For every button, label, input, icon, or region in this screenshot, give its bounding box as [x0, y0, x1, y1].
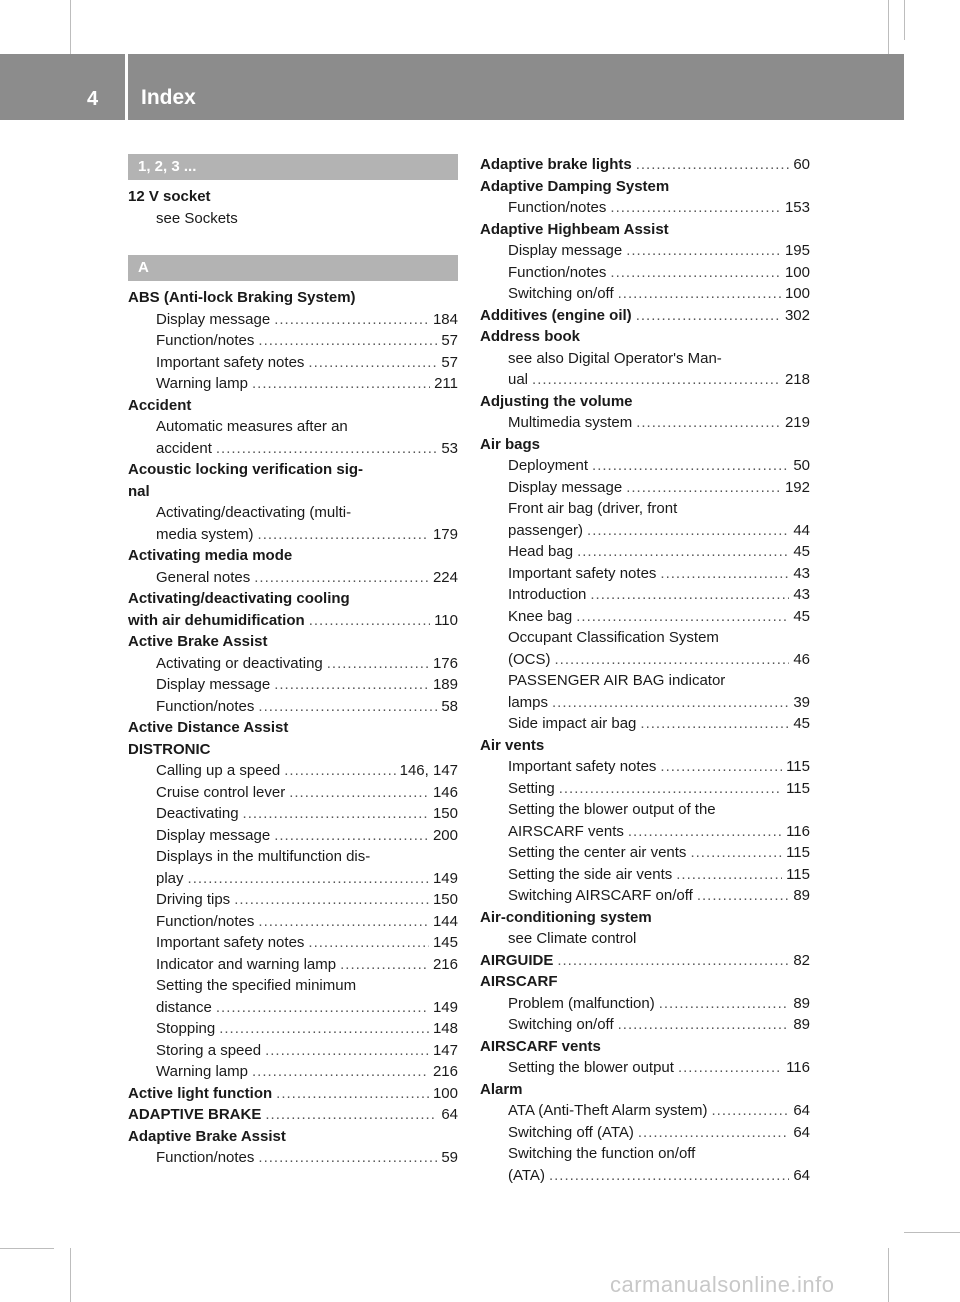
index-subentry-text: Occupant Classification System	[508, 629, 719, 646]
index-heading: Active Brake Assist	[128, 633, 268, 650]
entry-page-number: 195	[784, 242, 810, 259]
leader-dots	[592, 455, 789, 477]
entry-label: play	[156, 869, 184, 887]
entry-page-number: 150	[432, 805, 458, 822]
entry-page-number: 302	[784, 306, 810, 324]
entry-page-number: 145	[432, 934, 458, 951]
index-heading: Air vents	[480, 736, 545, 754]
entry-page-number: 39	[793, 693, 810, 711]
entry-label: with air dehumidification	[128, 611, 305, 629]
entry-page-number: 146, 147	[399, 762, 458, 779]
leader-dots	[289, 782, 429, 804]
index-heading: Activating/deactivating cooling	[128, 590, 350, 607]
leader-dots	[660, 563, 789, 585]
index-heading: Air bags	[480, 435, 541, 453]
leader-dots	[711, 1100, 789, 1122]
entry-page-number: 64	[793, 1102, 810, 1119]
leader-dots	[559, 778, 782, 800]
entry-label: Multimedia system	[508, 414, 633, 431]
entry-label: Important safety notes	[156, 934, 305, 951]
index-subentry	[128, 352, 458, 374]
entry-label: ual	[508, 371, 529, 388]
entry-page-number: 184	[432, 310, 458, 328]
index-heading: AIRSCARF	[480, 973, 558, 990]
entry-label: Function/notes	[508, 263, 607, 281]
index-subentry-text: Displays in the multifunction dis-	[156, 848, 371, 865]
entry-page-number: 43	[793, 564, 810, 582]
leader-dots	[309, 610, 430, 632]
index-subentry	[128, 567, 458, 589]
leader-dots	[265, 1104, 437, 1126]
index-subentry	[480, 885, 810, 907]
entry-label: Calling up a speed	[156, 762, 281, 779]
entry-page-number: 216	[432, 955, 458, 973]
leader-dots	[549, 1165, 789, 1187]
entry-label: Cruise control lever	[156, 783, 286, 801]
index-heading: AIRSCARF vents	[480, 1037, 601, 1055]
section-spacer	[128, 229, 458, 255]
entry-page-number: 89	[793, 1016, 810, 1033]
page-header-bar	[0, 54, 904, 120]
index-subentry	[128, 309, 458, 331]
entry-label: Setting the blower output	[508, 1059, 674, 1076]
index-subentry	[480, 240, 810, 262]
leader-dots	[258, 911, 429, 933]
index-subentry-text: see also Digital Operator's Man-	[508, 349, 722, 367]
index-subentry	[480, 1165, 810, 1187]
index-heading-entry	[480, 950, 810, 972]
entry-label: Display message	[156, 826, 271, 844]
index-subentry	[480, 606, 810, 628]
entry-page-number: 57	[441, 332, 458, 349]
index-heading-entry	[480, 305, 810, 327]
entry-page-number: 216	[432, 1063, 458, 1080]
leader-dots	[626, 240, 781, 262]
index-subentry	[128, 373, 458, 395]
index-subentry	[128, 803, 458, 825]
leader-dots	[626, 477, 781, 499]
entry-label: Setting the side air vents	[508, 865, 673, 883]
leader-dots	[258, 696, 437, 718]
entry-label: Important safety notes	[508, 564, 657, 582]
index-subentry	[480, 842, 810, 864]
index-subentry-text: Setting the specified minimum	[156, 977, 357, 994]
index-subentry	[480, 1014, 810, 1036]
entry-page-number: 116	[786, 822, 810, 840]
page-title: Index	[141, 86, 196, 109]
entry-page-number: 218	[784, 371, 810, 388]
index-subentry-text: see Sockets	[156, 209, 238, 227]
entry-label: Function/notes	[156, 1149, 255, 1166]
entry-page-number: 144	[432, 912, 458, 930]
entry-label: ATA (Anti-Theft Alarm system)	[508, 1102, 708, 1119]
entry-page-number: 43	[793, 586, 810, 603]
index-subentry	[480, 262, 810, 284]
index-heading: Adaptive Brake Assist	[128, 1127, 286, 1145]
crop-mark	[70, 0, 71, 54]
entry-page-number: 46	[793, 650, 810, 668]
entry-page-number: 100	[784, 263, 810, 281]
entry-label: distance	[156, 998, 212, 1016]
leader-dots	[636, 154, 790, 176]
leader-dots	[576, 606, 789, 628]
leader-dots	[638, 1122, 789, 1144]
index-heading: Adaptive Damping System	[480, 177, 670, 195]
index-subentry	[128, 997, 458, 1019]
entry-label: Setting the center air vents	[508, 844, 687, 861]
entry-page-number: 149	[432, 998, 458, 1016]
leader-dots	[254, 567, 429, 589]
index-heading-entry	[128, 1083, 458, 1105]
leader-dots	[659, 993, 790, 1015]
leader-dots	[243, 803, 429, 825]
index-subentry-text: Switching the function on/off	[508, 1145, 696, 1162]
index-heading: Active Distance Assist	[128, 719, 289, 736]
entry-label: Function/notes	[156, 697, 255, 715]
entry-label: Deployment	[508, 457, 589, 474]
index-subentry	[128, 932, 458, 954]
entry-label: Head bag	[508, 543, 574, 560]
index-subentry	[128, 825, 458, 847]
leader-dots	[276, 1083, 429, 1105]
entry-label: Additives (engine oil)	[480, 306, 632, 324]
entry-page-number: 59	[441, 1149, 458, 1166]
leader-dots	[676, 864, 782, 886]
index-heading-entry	[128, 610, 458, 632]
entry-page-number: 219	[784, 414, 810, 431]
entry-label: Deactivating	[156, 805, 239, 822]
watermark: carmanualsonline.info	[610, 1272, 835, 1297]
entry-page-number: 89	[793, 994, 810, 1012]
index-subentry	[480, 584, 810, 606]
index-subentry-text: PASSENGER AIR BAG indicator	[508, 672, 726, 689]
index-subentry	[480, 477, 810, 499]
entry-label: Display message	[508, 242, 623, 259]
index-heading-entry	[128, 1104, 458, 1126]
leader-dots	[252, 1061, 429, 1083]
entry-page-number: 110	[434, 611, 458, 629]
index-subentry	[480, 283, 810, 305]
leader-dots	[216, 438, 437, 460]
index-subentry	[128, 1147, 458, 1169]
leader-dots	[555, 649, 790, 671]
entry-label: Switching on/off	[508, 285, 614, 302]
entry-label: Stopping	[156, 1020, 216, 1037]
index-subentry-text: Activating/deactivating (multi-	[156, 504, 352, 521]
leader-dots	[274, 309, 429, 331]
entry-page-number: 57	[441, 353, 458, 371]
entry-label: Function/notes	[156, 912, 255, 930]
leader-dots	[577, 541, 789, 563]
entry-page-number: 82	[793, 951, 810, 969]
entry-label: Function/notes	[156, 332, 255, 349]
header-divider	[125, 54, 128, 120]
section-header: 1, 2, 3 ...	[128, 154, 458, 180]
entry-label: Activating or deactivating	[156, 654, 323, 672]
entry-page-number: 147	[432, 1041, 458, 1059]
index-subentry	[480, 455, 810, 477]
leader-dots	[308, 932, 429, 954]
index-subentry	[480, 369, 810, 391]
entry-page-number: 64	[793, 1123, 810, 1141]
index-heading: Activating media mode	[128, 547, 293, 564]
index-subentry	[480, 541, 810, 563]
leader-dots	[252, 373, 430, 395]
index-column-left	[128, 154, 458, 1169]
entry-label: Storing a speed	[156, 1041, 262, 1059]
entry-page-number: 58	[441, 697, 458, 715]
leader-dots	[258, 330, 437, 352]
entry-page-number: 45	[793, 715, 810, 732]
leader-dots	[590, 584, 789, 606]
entry-label: Function/notes	[508, 199, 607, 216]
leader-dots	[532, 369, 781, 391]
entry-page-number: 115	[786, 844, 810, 861]
entry-page-number: 192	[784, 478, 810, 496]
entry-page-number: 189	[432, 676, 458, 693]
index-subentry	[128, 1040, 458, 1062]
entry-page-number: 45	[793, 543, 810, 560]
index-subentry-text: Automatic measures after an	[156, 418, 348, 435]
entry-label: Knee bag	[508, 607, 573, 625]
leader-dots	[610, 262, 781, 284]
leader-dots	[660, 756, 782, 778]
index-subentry	[480, 821, 810, 843]
entry-label: Display message	[156, 676, 271, 693]
page-number: 4	[87, 88, 99, 110]
index-subentry	[480, 993, 810, 1015]
leader-dots	[258, 1147, 437, 1169]
index-subentry	[480, 713, 810, 735]
entry-label: Display message	[156, 310, 271, 328]
crop-mark	[904, 1232, 960, 1233]
entry-label: Important safety notes	[156, 353, 305, 371]
entry-page-number: 153	[784, 199, 810, 216]
entry-page-number: 45	[793, 607, 810, 625]
leader-dots	[265, 1040, 429, 1062]
leader-dots	[258, 524, 429, 546]
entry-page-number: 115	[786, 758, 810, 775]
entry-label: (OCS)	[508, 650, 551, 668]
entry-label: Adaptive brake lights	[480, 156, 632, 173]
entry-page-number: 50	[793, 457, 810, 474]
index-heading: DISTRONIC	[128, 740, 211, 758]
crop-mark	[0, 1248, 54, 1249]
index-heading: Accident	[128, 396, 192, 414]
entry-label: Warning lamp	[156, 1063, 248, 1080]
index-heading: Adjusting the volume	[480, 392, 633, 410]
leader-dots	[234, 889, 429, 911]
entry-label: lamps	[508, 693, 549, 711]
entry-page-number: 53	[441, 439, 458, 457]
entry-page-number: 224	[432, 568, 458, 586]
crop-mark	[888, 1248, 889, 1302]
index-subentry	[480, 412, 810, 434]
leader-dots	[610, 197, 781, 219]
index-subentry	[128, 954, 458, 976]
leader-dots	[308, 352, 437, 374]
entry-page-number: 60	[793, 156, 810, 173]
entry-label: Switching AIRSCARF on/off	[508, 887, 693, 904]
index-subentry	[128, 1061, 458, 1083]
entry-page-number: 116	[786, 1059, 810, 1076]
entry-label: Active light function	[128, 1084, 273, 1102]
leader-dots	[284, 760, 395, 782]
index-subentry	[128, 782, 458, 804]
index-subentry	[480, 1057, 810, 1079]
index-subentry	[480, 1122, 810, 1144]
leader-dots	[552, 692, 789, 714]
entry-label: Introduction	[508, 586, 587, 603]
index-subentry	[480, 1100, 810, 1122]
leader-dots	[557, 950, 789, 972]
index-subentry	[480, 778, 810, 800]
index-subentry	[480, 756, 810, 778]
index-subentry	[128, 674, 458, 696]
leader-dots	[678, 1057, 782, 1079]
entry-label: General notes	[156, 568, 251, 586]
leader-dots	[587, 520, 789, 542]
entry-page-number: 89	[793, 887, 810, 904]
entry-label: Side impact air bag	[508, 715, 637, 732]
index-subentry	[128, 868, 458, 890]
index-subentry	[128, 330, 458, 352]
leader-dots	[636, 412, 781, 434]
section-header: A	[128, 255, 458, 281]
crop-mark	[904, 0, 905, 40]
leader-dots	[640, 713, 789, 735]
leader-dots	[340, 954, 429, 976]
entry-page-number: 146	[432, 783, 458, 801]
entry-page-number: 176	[432, 654, 458, 672]
entry-label: Switching on/off	[508, 1016, 614, 1033]
index-heading: nal	[128, 482, 150, 500]
entry-page-number: 64	[793, 1166, 810, 1184]
entry-label: Setting	[508, 779, 555, 797]
entry-label: accident	[156, 439, 212, 457]
entry-label: Display message	[508, 478, 623, 496]
leader-dots	[274, 674, 429, 696]
leader-dots	[690, 842, 782, 864]
index-heading: Air-conditioning system	[480, 908, 652, 926]
leader-dots	[274, 825, 429, 847]
index-subentry	[480, 864, 810, 886]
index-subentry-text: see Climate control	[508, 930, 637, 947]
entry-label: Switching off (ATA)	[508, 1123, 634, 1141]
entry-page-number: 100	[784, 285, 810, 302]
index-subentry	[128, 653, 458, 675]
index-subentry	[128, 696, 458, 718]
entry-label: Important safety notes	[508, 758, 657, 775]
index-heading: 12 V socket	[128, 188, 211, 205]
index-subentry	[128, 1018, 458, 1040]
entry-page-number: 211	[434, 375, 458, 392]
index-subentry	[128, 889, 458, 911]
index-subentry	[480, 197, 810, 219]
index-heading-entry	[480, 154, 810, 176]
index-heading: ABS (Anti-lock Braking System)	[128, 289, 356, 306]
entry-page-number: 115	[786, 865, 810, 883]
entry-label: AIRSCARF vents	[508, 822, 624, 840]
leader-dots	[636, 305, 781, 327]
entry-label: (ATA)	[508, 1166, 545, 1184]
entry-label: Indicator and warning lamp	[156, 955, 337, 973]
entry-label: Problem (malfunction)	[508, 994, 655, 1012]
entry-page-number: 149	[432, 869, 458, 887]
leader-dots	[618, 283, 781, 305]
index-subentry	[480, 563, 810, 585]
index-subentry-text: Front air bag (driver, front	[508, 500, 678, 517]
leader-dots	[219, 1018, 429, 1040]
leader-dots	[188, 868, 429, 890]
entry-page-number: 44	[793, 521, 810, 539]
index-subentry-text: Setting the blower output of the	[508, 801, 716, 818]
leader-dots	[697, 885, 790, 907]
leader-dots	[628, 821, 782, 843]
entry-label: Driving tips	[156, 891, 231, 908]
entry-label: media system)	[156, 525, 254, 543]
index-subentry	[128, 911, 458, 933]
index-heading: Acoustic locking verification sig-	[128, 461, 364, 478]
entry-label: AIRGUIDE	[480, 951, 554, 969]
index-heading: Alarm	[480, 1080, 523, 1098]
index-heading: Adaptive Highbeam Assist	[480, 220, 669, 238]
entry-page-number: 115	[786, 779, 810, 797]
entry-page-number: 64	[441, 1106, 458, 1123]
leader-dots	[216, 997, 429, 1019]
entry-page-number: 148	[432, 1020, 458, 1037]
entry-page-number: 200	[432, 826, 458, 844]
index-subentry	[480, 649, 810, 671]
entry-page-number: 150	[432, 891, 458, 908]
crop-mark	[70, 1248, 71, 1302]
leader-dots	[618, 1014, 790, 1036]
index-subentry	[128, 438, 458, 460]
index-column-right	[480, 154, 810, 1186]
entry-label: Warning lamp	[156, 375, 248, 392]
crop-mark	[888, 0, 889, 54]
index-heading: Address book	[480, 328, 581, 345]
index-subentry	[480, 520, 810, 542]
index-subentry	[128, 760, 458, 782]
leader-dots	[327, 653, 429, 675]
index-subentry	[128, 524, 458, 546]
entry-label: passenger)	[508, 521, 584, 539]
entry-page-number: 179	[432, 525, 458, 543]
index-subentry	[480, 692, 810, 714]
entry-label: ADAPTIVE BRAKE	[128, 1106, 262, 1123]
entry-page-number: 100	[432, 1084, 458, 1102]
